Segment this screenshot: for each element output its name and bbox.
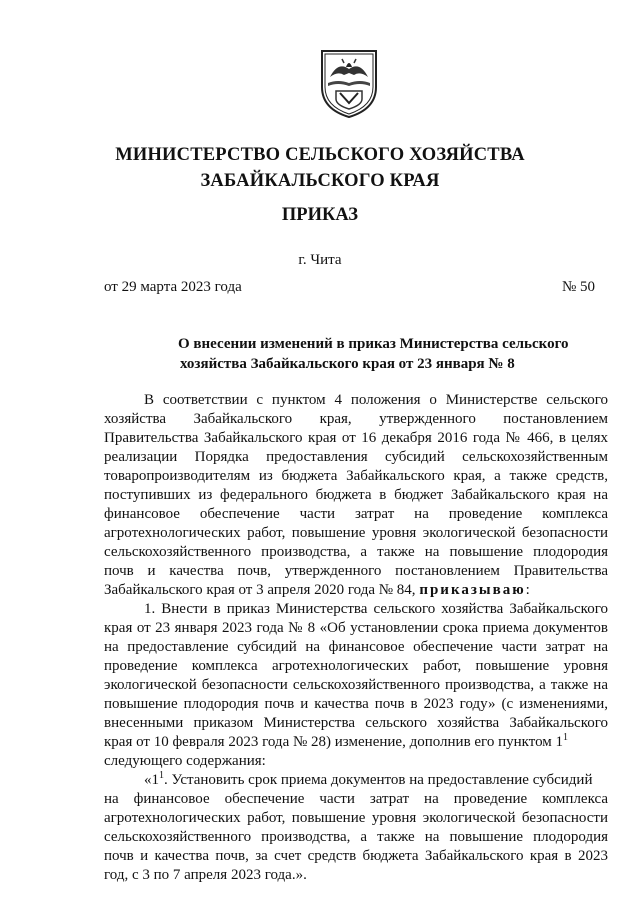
- body-line: Правительства Забайкальского края от 16 декабря 2016 года № 466, в целях: [104, 430, 608, 446]
- body-line: на предоставление субсидий на финансовое обеспечение части затрат на: [104, 639, 608, 655]
- body-line: проведение комплекса агротехнологических работ, повышение уровня: [104, 658, 608, 674]
- body-line: края от 23 января 2023 года № 8 «Об установлении срока приема документов: [104, 620, 608, 636]
- body-text: края от 10 февраля 2023 года № 28) изменение, дополнив его пунктом 1: [104, 734, 564, 750]
- body-line: на финансовое обеспечение части затрат на проведение комплекса: [104, 791, 608, 807]
- body-line: почв и качества почв, за счет средств бюджета Забайкальского края в 2023: [104, 848, 608, 864]
- body-line: [104, 733, 608, 752]
- body-line: внесенными приказом Министерства сельского хозяйства Забайкальского: [104, 715, 608, 731]
- body-line: [104, 581, 608, 600]
- body-line: сельскохозяйственного производства, а также на повышение плодородия: [104, 544, 608, 560]
- coat-of-arms-icon: [318, 47, 380, 119]
- document-type: ПРИКАЗ: [281, 205, 359, 225]
- city: г. Чита: [298, 252, 342, 268]
- order-word: приказываю: [419, 582, 526, 598]
- body-line: поступивших из федерального бюджета в бюджет Забайкальского края на: [104, 487, 608, 503]
- body-line: агротехнологических работ, повышение уровня экологической безопасности: [104, 525, 608, 541]
- coat-of-arms-emblem: [318, 47, 380, 119]
- body-line: агротехнологических работ, повышение уровня экологической безопасности: [104, 810, 608, 826]
- document-date: от 29 марта 2023 года: [104, 279, 242, 295]
- body-line: хозяйства Забайкальского края, утвержденного постановлением: [104, 411, 608, 427]
- body-line: повышение плодородия почв и качества почв в 2023 году» (с изменениями,: [104, 696, 608, 712]
- document-body: [104, 391, 608, 885]
- body-line: реализации Порядка предоставления субсидий сельскохозяйственным: [104, 449, 608, 465]
- body-line: экологической безопасности сельскохозяйственного производства, а также на: [104, 677, 608, 693]
- body-line: сельскохозяйственного производства, а также на повышение плодородия: [104, 829, 608, 845]
- order-colon: :: [525, 582, 530, 598]
- document-subject: [178, 334, 578, 374]
- body-text: . Установить срок приема документов на предоставление субсидий: [164, 772, 593, 788]
- subject-line2: хозяйства Забайкальского края от 23 января № 8: [180, 356, 515, 372]
- body-line: товаропроизводителям из бюджета Забайкальского края, а также средств,: [104, 468, 608, 484]
- body-line: В соответствии с пунктом 4 положения о Министерстве сельского: [144, 392, 608, 408]
- body-line: год, с 3 по 7 апреля 2023 года.».: [104, 867, 307, 883]
- ministry-title-line1: МИНИСТЕРСТВО СЕЛЬСКОГО ХОЗЯЙСТВА: [115, 145, 525, 165]
- body-text: Забайкальского края от 3 апреля 2020 года № 84,: [104, 582, 416, 598]
- body-line: финансовое обеспечение части затрат на проведение комплекса: [104, 506, 608, 522]
- ministry-title: [60, 142, 580, 194]
- superscript: 1: [563, 733, 569, 743]
- superscript: 1: [159, 771, 164, 781]
- document-number: № 50: [561, 279, 595, 295]
- subject-line1: О внесении изменений в приказ Министерства сельского: [178, 336, 569, 352]
- ministry-title-line2: ЗАБАЙКАЛЬСКОГО КРАЯ: [200, 171, 440, 191]
- body-line: [104, 771, 608, 790]
- body-line: почв и качества почв, утвержденного постановлением Правительства: [104, 563, 608, 579]
- body-line: следующего содержания:: [104, 753, 266, 769]
- point-open: «1: [144, 772, 159, 788]
- body-line: 1. Внести в приказ Министерства сельского хозяйства Забайкальского: [144, 601, 608, 617]
